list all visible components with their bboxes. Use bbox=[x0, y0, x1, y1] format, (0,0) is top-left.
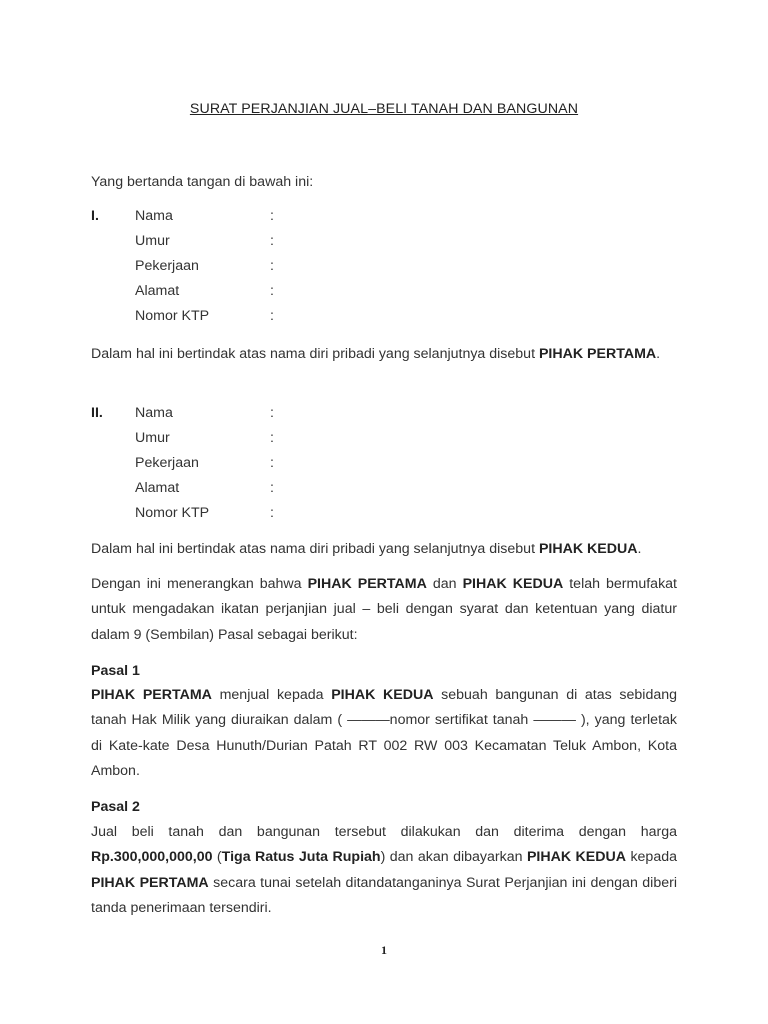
field-label: Alamat bbox=[135, 283, 180, 299]
statement-period: . bbox=[637, 541, 642, 557]
field-row-pekerjaan bbox=[135, 258, 435, 283]
pasal-1-text: menjual kepada bbox=[211, 687, 332, 703]
pasal-2-text: ( bbox=[212, 849, 222, 866]
field-colon: : bbox=[270, 258, 274, 274]
pasal-2-text: Jual beli tanah dan bangunan tersebut dilakukan dan diterima dengan harga bbox=[91, 824, 677, 840]
party-2-term: PIHAK KEDUA bbox=[538, 541, 638, 557]
pasal-2-heading: Pasal 2 bbox=[91, 799, 140, 815]
field-row-alamat bbox=[135, 480, 435, 505]
party-2-term: PIHAK KEDUA bbox=[462, 576, 564, 592]
field-row-pekerjaan bbox=[135, 455, 435, 480]
party-1-term: PIHAK PERTAMA bbox=[307, 576, 427, 592]
field-colon: : bbox=[270, 208, 274, 224]
agreement-text: dan bbox=[426, 576, 463, 592]
field-label: Pekerjaan bbox=[135, 455, 199, 471]
party-1-number: I. bbox=[91, 208, 99, 224]
field-label: Pekerjaan bbox=[135, 258, 199, 274]
agreement-text: Dengan ini menerangkan bahwa bbox=[91, 576, 308, 592]
price-words: Tiga Ratus Juta Rupiah bbox=[221, 849, 381, 866]
field-row-nama bbox=[135, 208, 435, 233]
field-colon: : bbox=[270, 455, 274, 471]
document-title: SURAT PERJANJIAN JUAL–BELI TANAH DAN BANGUNAN bbox=[189, 101, 579, 117]
field-label: Nomor KTP bbox=[135, 308, 210, 324]
pasal-1-text: sebuah bangunan di atas sebidang tanah Hak Milik yang diuraikan dalam ( ———nomor sertifikat tanah ——— ), yang terletak di Kate-kate Desa Hunuth/Durian Patah RT 002 RW 003 Kecamatan Teluk Ambon, Kota Ambon. bbox=[91, 687, 678, 779]
field-label: Nama bbox=[135, 208, 173, 224]
statement-text: Dalam hal ini bertindak atas nama diri pribadi yang selanjutnya disebut bbox=[91, 346, 539, 362]
field-label: Umur bbox=[135, 233, 170, 249]
field-colon: : bbox=[270, 283, 274, 299]
party-2-term: PIHAK KEDUA bbox=[331, 687, 434, 703]
field-row-nama bbox=[135, 405, 435, 430]
agreement-paragraph bbox=[91, 572, 677, 648]
field-colon: : bbox=[270, 505, 274, 521]
field-row-nomor-ktp bbox=[135, 505, 435, 530]
field-colon: : bbox=[270, 233, 274, 249]
party-2-statement bbox=[91, 537, 677, 562]
price-amount: Rp.300,000,000,00 bbox=[91, 849, 213, 866]
pasal-2-text: kepada bbox=[626, 849, 677, 866]
intro-text: Yang bertanda tangan di bawah ini: bbox=[91, 174, 314, 190]
pasal-1-body bbox=[91, 683, 677, 784]
field-colon: : bbox=[270, 405, 274, 421]
pasal-2-text: secara tunai setelah ditandatanganinya Surat Perjanjian ini dengan diberi tanda penerimaan tersendiri. bbox=[91, 874, 677, 916]
statement-period: . bbox=[656, 346, 661, 362]
field-row-umur bbox=[135, 430, 435, 455]
party-2-term: PIHAK KEDUA bbox=[526, 849, 626, 866]
field-label: Alamat bbox=[135, 480, 180, 496]
page-number: 1 bbox=[381, 943, 387, 957]
field-label: Nama bbox=[135, 405, 173, 421]
field-colon: : bbox=[270, 430, 274, 446]
party-2-number: II. bbox=[91, 405, 103, 421]
field-row-alamat bbox=[135, 283, 435, 308]
party-1-term: PIHAK PERTAMA bbox=[538, 346, 657, 362]
pasal-2-text: ) dan akan dibayarkan bbox=[380, 849, 527, 866]
party-1-term: PIHAK PERTAMA bbox=[91, 687, 212, 703]
field-row-umur bbox=[135, 233, 435, 258]
statement-text: Dalam hal ini bertindak atas nama diri pribadi yang selanjutnya disebut bbox=[91, 541, 539, 557]
field-colon: : bbox=[270, 308, 274, 324]
pasal-1-heading: Pasal 1 bbox=[91, 663, 140, 679]
pasal-2-body bbox=[91, 820, 677, 921]
party-1-statement bbox=[91, 342, 677, 367]
party-1-term: PIHAK PERTAMA bbox=[91, 874, 209, 891]
agreement-text: telah bermufakat untuk mengadakan ikatan perjanjian jual – beli dengan syarat dan ketentuan yang diatur dalam 9 (Sembilan) Pasal sebagai berikut: bbox=[91, 576, 677, 643]
field-label: Nomor KTP bbox=[135, 505, 210, 521]
field-label: Umur bbox=[135, 430, 170, 446]
field-colon: : bbox=[270, 480, 274, 496]
field-row-nomor-ktp bbox=[135, 308, 435, 333]
